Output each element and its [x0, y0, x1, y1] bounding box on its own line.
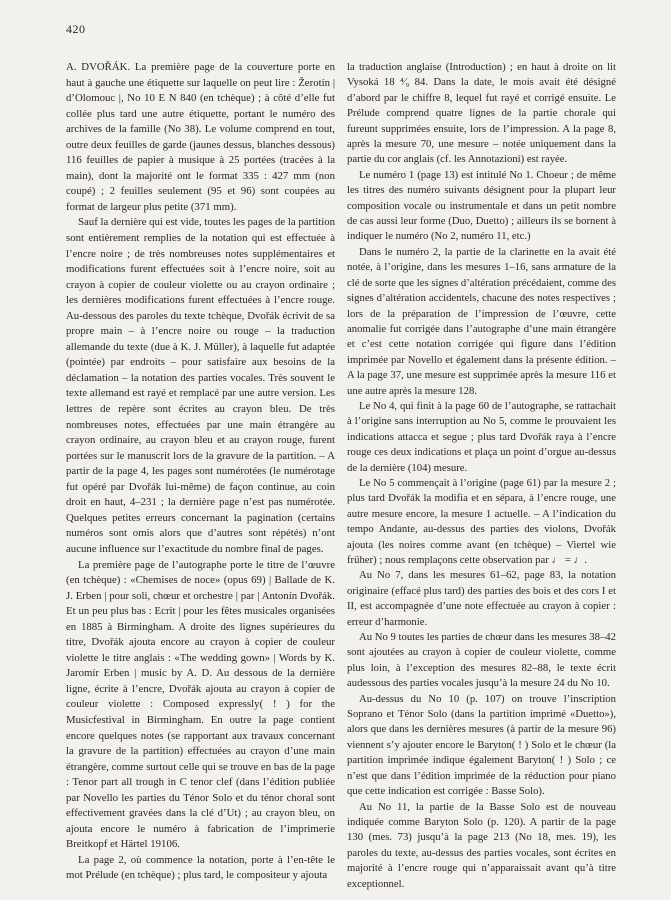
paragraph: A. DVOŘÁK. La première page de la couverture porte en haut à gauche une étiquette sur laquelle on peut lire : Žerotín | d’Olomouc |, No 10 E N 840 (en tchèque) ; à côté d’elle fut collée plus tard une autre étiquette, portant le numéro des archives de la famille (No 38). Le volume comprend en tout, outre deux feuilles de garde (jaunes dessus, blanches dessous) 116 feuilles de papier à musique à 25 portées (tracées à la main), dont la majorité ont le format 335 : 427 mm (non coupé) ; 2 feuilles seulement (95 et 96) sont coupées au format de largeur plus petite (371 mm).	[66, 61, 335, 213]
paragraph: La première page de l’autographe porte le titre de l’œuvre (en tchèque) : «Chemises de noce» (opus 69) | Ballade de K. J. Erben | pour soli, chœur et orchestre | par | Antonín Dvořák. Et un peu plus bas : Ecrit | pour les fêtes musicales organisées en 1885 à Birmingham. A droite des lignes supérieures du titre, Dvořák ajouta encore au crayon à copier de couleur violette le titre anglais : «The wedding gown» | Words by K. Jaromír Erben | music by A. D. Au dessous de la dernière ligne, écrite à l’encre, Dvořák ajouta au crayon à copier de couleur violette : Composed expressly( ! ) for the Musicfestival in Birmingham. En outre la page contient encore quelques notes (se rapportant aux travaux concernant la gravure de la partition) effectuées au crayon d’une main étrangère, comme surtout celle qui se trouve en bas de la page : Tenor part all trough in C tenor clef (dans l’édition publiée par Novello les parties du Ténor Solo et du ténor choral sont effectivement gravées dans la clé d’Ut) ; au crayon bleu, on ajouta encore le numéro à fabrication de l’imprimerie Breitkopf et Härtel 19106.	[66, 558, 335, 851]
paragraph: La page 2, où commence la notation, porte à l’en-tête le mot Prélude (en tchèque) ; plus tard, le compositeur y ajouta	[66, 853, 335, 882]
paragraph: Le No 4, qui finit à la page 60 de l’autographe, se rattachait à l’origine sans interruption au No 5, comme le prouvaient les indications attacca et segue ; plus tard Dvořák raya à l’encre rouge ces deux indications et plaça un point d’orgue au-dessus de la dernière (104) mesure.	[347, 399, 616, 474]
paragraph: la traduction anglaise (Introduction) ; en haut à droite on lit Vysoká 18 ⁴⁄₉ 84. Dans la date, le mois avait été désigné d’abord par le chiffre 8, lequel fut rayé et corrigé ensuite. Le Prélude comprend quatre lignes de la partie chorale qui fureunt supprimées ensuite, lors de l’impression. A la page 8, après la mesure 70, une mesure – notée uniquement dans la partie du cor anglais (cf. les Annotazioni) est rayée.	[347, 61, 616, 166]
paragraph: Au No 7, dans les mesures 61–62, page 83, la notation originaire (effacé plus tard) des parties des bois et des cors I et II, est accompagnée d’une note effectuée au crayon à copier : erreur d’harmonie.	[347, 569, 616, 628]
left-column	[66, 60, 335, 884]
paragraph: Au-dessus du No 10 (p. 107) on trouve l’inscription Soprano et Ténor Solo (dans la partition imprimé «Duetto»), alors que dans les dernières mesures (à partir de la mesure 96) viennent s’y ajouter encore le Baryton( ! ) Solo et le chœur (la partition imprimée indique également Baryton( ! ) Solo ; ce n’est que dans l’édition imprimée de la réduction pour piano que cette indication est corrigée : Basse Solo).	[347, 692, 616, 798]
paragraph: Le No 5 commençait à l’origine (page 61) par la mesure 2 ; plus tard Dvořák la modifia et en sépara, à l’encre rouge, une autre mesure encore, la mesure 1 actuelle. – A l’indication du tempo Andante, au-dessus des parties des violons, Dvořák ajouta (les noires comme avant (en tchèque) – Viertel wie früher) ; nous remplaçons cette observation par ♩ = ♩.	[347, 476, 616, 566]
right-column	[347, 60, 616, 892]
paragraph: Dans le numéro 2, la partie de la clarinette en la avait été notée, à l’origine, dans les mesures 1–16, sans armature de la clé de sorte que les signes d’altération précédaient, comme des signes d’altération accidentels, chacune des notes respectives ; lors de la préparation de l’impression de l’œuvre, cette anomalie fut corrigée dans l’autographe d’une main étrangère et c’est cette notation corrigée qui figure dans l’édition imprimée par Novello et également dans la présente édition. – A la page 37, une mesure est supprimée après la mesure 116 et une autre après la mesure 128.	[347, 245, 616, 397]
paragraph: Le numéro 1 (page 13) est intitulé No 1. Choeur ; de même les titres des numéro suivants désignent pour la plupart leur composition vocale ou instrumentale et dans un petit nombre de cas aussi leur forme (Duo, Duetto) ; ailleurs ils se bornent à indiquer le numéro (No 2, numéro 11, etc.)	[347, 168, 616, 243]
paragraph: Au No 9 toutes les parties de chœur dans les mesures 38–42 sont ajoutées au crayon à copier de couleur violette, comme plus loin, à l’exception des mesures 82–88, le texte écrit audessous des parties vocales jusqu’à la mesure 24 du No 10.	[347, 631, 616, 690]
paragraph: Sauf la dernière qui est vide, toutes les pages de la partition sont entièrement remplies de la notation qui est effectuée à l’encre noire ; de très nombreuses notes supplémentaires et modifications furent effectuées soit à l’encre noire, soit au crayon à copier de couleur violette ou au crayon ordinaire ; les dernières modifications furent effectuées à l’encre rouge. Au-dessous des paroles du texte tchèque, Dvořák écrivit de sa propre main – à l’encre noire ou rouge – la traduction allemande du texte (due à K. J. Müller), à laquelle fut adaptée (pointée) par endroits – pour satisfaire aux besoins de la déclamation – la notation des parties vocales. Très souvent le texte allemand est rayé et remplacé par une autre version. Les lettres de repère sont écrites au crayon bleu. De très nombreuses notes, effectuées par une main étrangère au crayon ordinaire, au crayon bleu et au crayon rouge, furent portées sur le manuscrit lors de la gravure de la partition. – A partir de la page 4, les pages sont numérotées (le numérotage fut opéré par Dvořák lui-même) de façon continue, au coin droit en haut, 4–231 ; la dernière page n’est pas numérotée. Quelques petites erreurs concernant la pagination (certains numéros sont omis alors que d’autres sont répétés) n’ont aucune influence sur l’exactitude du nombre final de pages.	[66, 216, 335, 555]
page-number: 420	[66, 22, 86, 36]
paragraph: Au No 11, la partie de la Basse Solo est de nouveau indiquée comme Baryton Solo (p. 120). A partir de la page 130 (mes. 73) jusqu’à la page 213 (No 18, mes. 19), les paroles du texte, au-dessus des parties vocales, sont écrites en majorité à l’encre rouge qui n’apparaissait avant qu’à titre exceptionnel.	[347, 800, 616, 890]
